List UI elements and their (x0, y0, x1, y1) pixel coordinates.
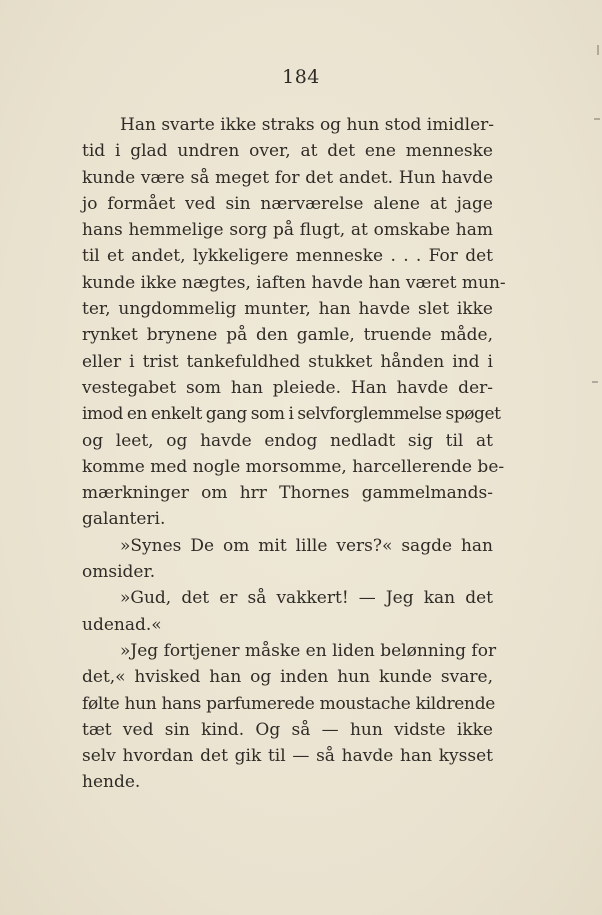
text-line: »Jeg fortjener måske en liden belønning for (120, 640, 497, 661)
text-line: tid i glad undren over, at det ene menneske (82, 141, 493, 162)
text-line: »Gud, det er så vakkert! — Jeg kan det (120, 588, 493, 609)
text-line: omsider. (82, 562, 156, 583)
text-line: og leet, og havde endog nedladt sig til at (82, 430, 493, 451)
text-line: jo formået ved sin nærværelse alene at jage (82, 193, 493, 214)
text-line: vestegabet som han pleiede. Han havde der- (82, 377, 493, 398)
text-line: følte hun hans parfumerede moustache kildrende (82, 693, 496, 714)
text-line: til et andet, lykkeligere menneske . . . For det (82, 246, 493, 267)
text-line: »Synes De om mit lille vers?« sagde han (120, 535, 493, 556)
text-line: hans hemmelige sorg på flugt, at omskabe ham (82, 220, 493, 241)
page-number: 184 (282, 66, 320, 88)
text-line: selv hvordan det gik til — så havde han kysset (82, 746, 493, 767)
text-line: tæt ved sin kind. Og så — hun vidste ikke (82, 719, 493, 740)
text-line: kunde være så meget for det andet. Hun havde (82, 167, 493, 188)
text-line: rynket brynene på den gamle, truende måde, (82, 325, 493, 346)
margin-mark (594, 118, 600, 120)
text-line: galanteri. (82, 509, 166, 530)
text-line: det,« hvisked han og inden hun kunde svare, (82, 667, 493, 688)
text-line: eller i trist tankefuldhed stukket hånden ind i (82, 351, 493, 372)
margin-mark (597, 45, 599, 55)
text-line: kunde ikke nægtes, iaften havde han været mun- (82, 272, 506, 293)
text-line: udenad.« (82, 614, 162, 635)
text-line: mærkninger om hrr Thornes gammelmands- (82, 483, 493, 504)
margin-mark (592, 381, 598, 383)
text-line: hende. (82, 772, 141, 793)
body-text (82, 112, 506, 796)
text-line: ter, ungdommelig munter, han havde slet ikke (82, 299, 493, 320)
text-line: imod en enkelt gang som i selvforglemmelse spøget (82, 404, 501, 425)
text-line: komme med nogle morsomme, harcellerende be- (82, 456, 505, 477)
text-line: Han svarte ikke straks og hun stod imidler- (120, 115, 495, 135)
